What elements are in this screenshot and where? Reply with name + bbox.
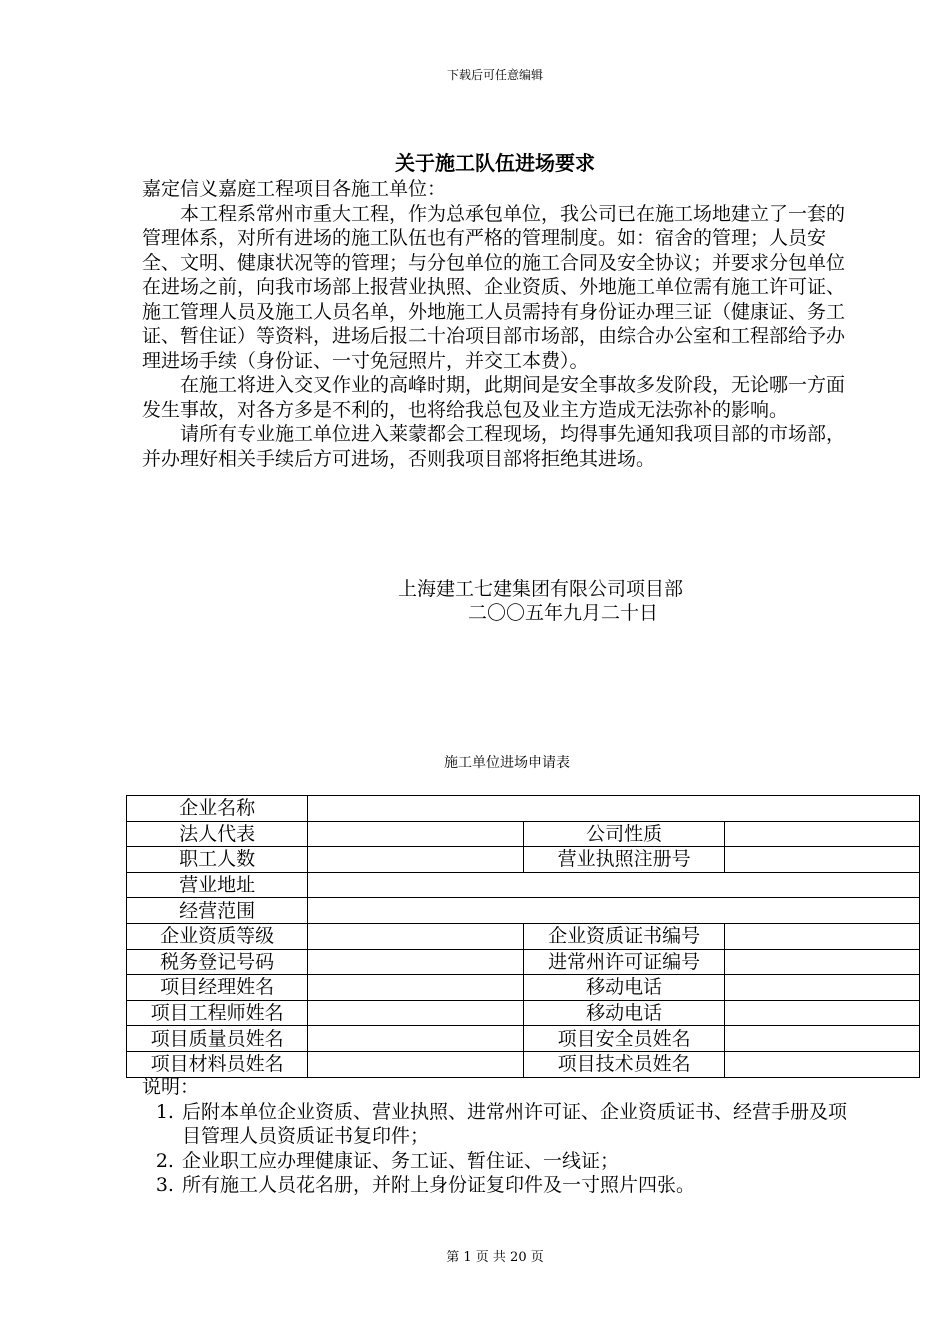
field-value[interactable]: [308, 949, 524, 975]
page-footer: 第 1 页 共 20 页: [446, 1250, 544, 1265]
field-value[interactable]: [308, 1051, 524, 1077]
field-value[interactable]: [724, 1000, 919, 1026]
field-value[interactable]: [308, 923, 524, 949]
field-label: 税务登记号码: [127, 949, 308, 975]
table-row: [127, 1026, 920, 1052]
field-value[interactable]: [308, 847, 524, 873]
paragraph-1-text: 本工程系常州市重大工程，作为总承包单位，我公司已在施工场地建立了一套的管理体系，对所有进场的施工队伍也有严格的管理制度。: [142, 202, 846, 249]
table-row: [127, 821, 920, 847]
field-value[interactable]: [724, 1026, 919, 1052]
field-label: 企业资质证书编号: [524, 923, 724, 949]
field-label: 营业地址: [127, 872, 308, 898]
notes-heading: 说明：: [142, 1076, 200, 1098]
notes-section: [142, 1075, 862, 1198]
table-row: [127, 796, 920, 822]
field-value[interactable]: [308, 1000, 524, 1026]
field-label: 项目工程师姓名: [127, 1000, 308, 1026]
field-label: 职工人数: [127, 847, 308, 873]
field-value[interactable]: [724, 975, 919, 1001]
paragraph-2: 在施工将进入交叉作业的高峰时期，此期间是安全事故多发阶段，无论哪一方面发生事故，对各方多是不利的，也将给我总包及业主方造成无法弥补的影响。: [142, 374, 846, 421]
field-value[interactable]: [724, 821, 919, 847]
field-label: 营业执照注册号: [524, 847, 724, 873]
field-value[interactable]: [724, 949, 919, 975]
field-value[interactable]: [308, 975, 524, 1001]
field-value[interactable]: [308, 821, 524, 847]
field-label: 项目经理姓名: [127, 975, 308, 1001]
table-row: [127, 898, 920, 924]
field-label: 进常州许可证编号: [524, 949, 724, 975]
table-row: [127, 872, 920, 898]
field-label: 企业名称: [127, 796, 308, 822]
field-value[interactable]: [308, 872, 920, 898]
signature-date: 二〇〇五年九月二十日: [468, 602, 659, 624]
field-label: 项目技术员姓名: [524, 1051, 724, 1077]
table-row: [127, 1000, 920, 1026]
table-row: [127, 847, 920, 873]
table-row: [127, 1051, 920, 1077]
table-row: [127, 949, 920, 975]
table-row: [127, 975, 920, 1001]
application-form-table: [126, 795, 920, 1078]
paragraph-3: 请所有专业施工单位进入莱蒙都会工程现场，均得事先通知我项目部的市场部，并办理好相关手续后方可进场，否则我项目部将拒绝其进场。: [142, 423, 846, 470]
list-item: 3. 所有施工人员花名册，并附上身份证复印件及一寸照片四张。: [180, 1173, 862, 1198]
field-label: 企业资质等级: [127, 923, 308, 949]
letter-body: [142, 177, 848, 471]
list-item: 1. 后附本单位企业资质、营业执照、进常州许可证、企业资质证书、经营手册及项目管理人员资质证书复印件；: [180, 1100, 862, 1149]
field-label: 法人代表: [127, 821, 308, 847]
salutation: 嘉定信义嘉庭工程项目各施工单位：: [142, 178, 447, 200]
field-label: 移动电话: [524, 975, 724, 1001]
header-note: 下载后可任意编辑: [446, 68, 543, 82]
field-label: 经营范围: [127, 898, 308, 924]
field-label: 项目质量员姓名: [127, 1026, 308, 1052]
field-label: 公司性质: [524, 821, 724, 847]
field-label: 项目材料员姓名: [127, 1051, 308, 1077]
field-value[interactable]: [724, 923, 919, 949]
table-row: [127, 923, 920, 949]
paragraph-1: [142, 202, 848, 374]
field-label: 项目安全员姓名: [524, 1026, 724, 1052]
list-item: 2. 企业职工应办理健康证、务工证、暂住证、一线证；: [180, 1149, 862, 1174]
document-title: 关于施工队伍进场要求: [395, 151, 595, 175]
notes-list: [142, 1100, 862, 1198]
field-value[interactable]: [308, 1026, 524, 1052]
field-value[interactable]: [308, 796, 920, 822]
paragraph-1-cont: 如：宿舍的管理；人员安全、文明、健康状况等的管理；与分包单位的施工合同及安全协议；并要求分包单位在进场之前，向我市场部上报营业执照、企业资质、外地施工单位需有施工许可证、施工管理人员及施工人员名单，外地施工人员需持有身份证办理三证（健康证、务工证、暂住证）等资料，进场后报二十冶项目部市场部，由综合办公室和工程部给予办理进场手续（身份证、一寸免冠照片，并交工本费）。: [142, 227, 846, 372]
field-value[interactable]: [724, 847, 919, 873]
field-value[interactable]: [724, 1051, 919, 1077]
field-label: 移动电话: [524, 1000, 724, 1026]
field-value[interactable]: [308, 898, 920, 924]
signature-org: 上海建工七建集团有限公司项目部: [398, 578, 684, 600]
form-title: 施工单位进场申请表: [444, 755, 570, 771]
